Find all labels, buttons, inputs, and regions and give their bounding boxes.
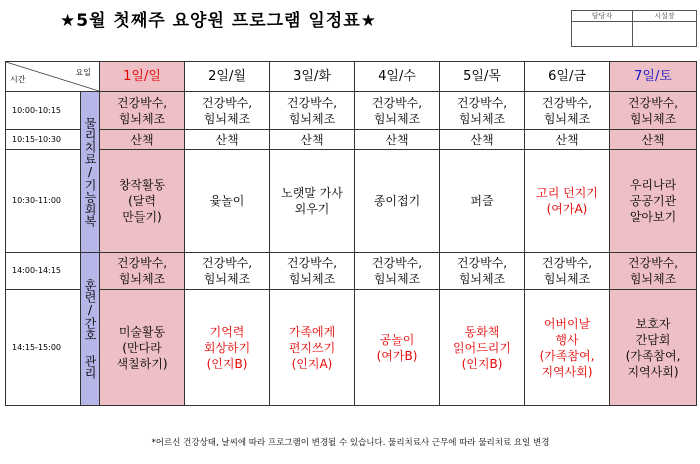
program-cell: 산책 — [185, 130, 270, 150]
program-cell: 산책 — [610, 130, 697, 150]
time-slot: 14:00-14:15 — [6, 253, 81, 290]
program-cell: 미술활동 (만다라 색칠하기) — [100, 290, 185, 406]
program-cell: 동화책 읽어드리기 (인지B) — [440, 290, 525, 406]
approval-label-director: 시설장 — [633, 11, 697, 22]
side-label-care — [81, 253, 100, 406]
footer-note: *어르신 건강상태, 날씨에 따라 프로그램이 변경될 수 있습니다. 물리치료사 근무에 따라 물리치료 요일 변경 — [151, 438, 550, 448]
time-slot: 10:00-10:15 — [6, 92, 81, 130]
page-title: ★5월 첫째주 요양원 프로그램 일정표★ — [60, 11, 377, 31]
program-cell: 건강박수, 힘뇌체조 — [100, 92, 185, 130]
program-cell: 건강박수, 힘뇌체조 — [525, 92, 610, 130]
program-cell: 건강박수, 힘뇌체조 — [355, 253, 440, 290]
day-header-6: 6일/금 — [525, 62, 610, 92]
program-cell: 어버이날 행사 (가족참여, 지역사회) — [525, 290, 610, 406]
schedule-table — [5, 61, 697, 406]
approval-sign-director[interactable] — [633, 22, 697, 47]
approval-label-manager: 담당자 — [572, 11, 633, 22]
program-cell: 기억력 회상하기 (인지B) — [185, 290, 270, 406]
program-cell: 산책 — [270, 130, 355, 150]
corner-time-label: 시간 — [10, 75, 26, 84]
program-cell: 산책 — [525, 130, 610, 150]
day-header-1: 1일/일 — [100, 62, 185, 92]
time-slot: 14:15-15:00 — [6, 290, 81, 406]
program-cell: 건강박수, 힘뇌체조 — [440, 92, 525, 130]
program-cell: 종이접기 — [355, 150, 440, 253]
program-cell: 건강박수, 힘뇌체조 — [185, 253, 270, 290]
program-cell: 건강박수, 힘뇌체조 — [440, 253, 525, 290]
program-cell: 건강박수, 힘뇌체조 — [525, 253, 610, 290]
time-slot: 10:15-10:30 — [6, 130, 81, 150]
approval-sign-manager[interactable] — [572, 22, 633, 47]
approval-box — [571, 10, 697, 47]
program-cell: 공놀이 (여가B) — [355, 290, 440, 406]
corner-day-label: 요일 — [75, 68, 91, 77]
program-cell: 윷놀이 — [185, 150, 270, 253]
corner-header — [6, 62, 100, 92]
program-cell: 노랫말 가사 외우기 — [270, 150, 355, 253]
day-header-5: 5일/목 — [440, 62, 525, 92]
program-cell: 퍼즐 — [440, 150, 525, 253]
program-cell: 산책 — [100, 130, 185, 150]
program-cell: 산책 — [440, 130, 525, 150]
program-cell: 우리나라 공공기관 알아보기 — [610, 150, 697, 253]
day-header-4: 4일/수 — [355, 62, 440, 92]
side-label-therapy — [81, 92, 100, 253]
program-cell: 고리 던지기 (여가A) — [525, 150, 610, 253]
program-cell: 건강박수, 힘뇌체조 — [270, 92, 355, 130]
day-header-2: 2일/월 — [185, 62, 270, 92]
day-header-3: 3일/화 — [270, 62, 355, 92]
side-label-text: 훈련/간호 관리 — [83, 279, 97, 379]
program-cell: 가족에게 편지쓰기 (인지A) — [270, 290, 355, 406]
program-cell: 건강박수, 힘뇌체조 — [355, 92, 440, 130]
program-cell: 건강박수, 힘뇌체조 — [185, 92, 270, 130]
program-cell: 건강박수, 힘뇌체조 — [270, 253, 355, 290]
program-cell: 보호자 간담회 (가족참여, 지역사회) — [610, 290, 697, 406]
program-cell: 건강박수, 힘뇌체조 — [610, 92, 697, 130]
program-cell: 건강박수, 힘뇌체조 — [610, 253, 697, 290]
program-cell: 건강박수, 힘뇌체조 — [100, 253, 185, 290]
time-slot: 10:30-11:00 — [6, 150, 81, 253]
side-label-text: 물리치료/기능회복 — [83, 117, 97, 227]
program-cell: 산책 — [355, 130, 440, 150]
program-cell: 창작활동 (달력 만들기) — [100, 150, 185, 253]
day-header-7: 7일/토 — [610, 62, 697, 92]
